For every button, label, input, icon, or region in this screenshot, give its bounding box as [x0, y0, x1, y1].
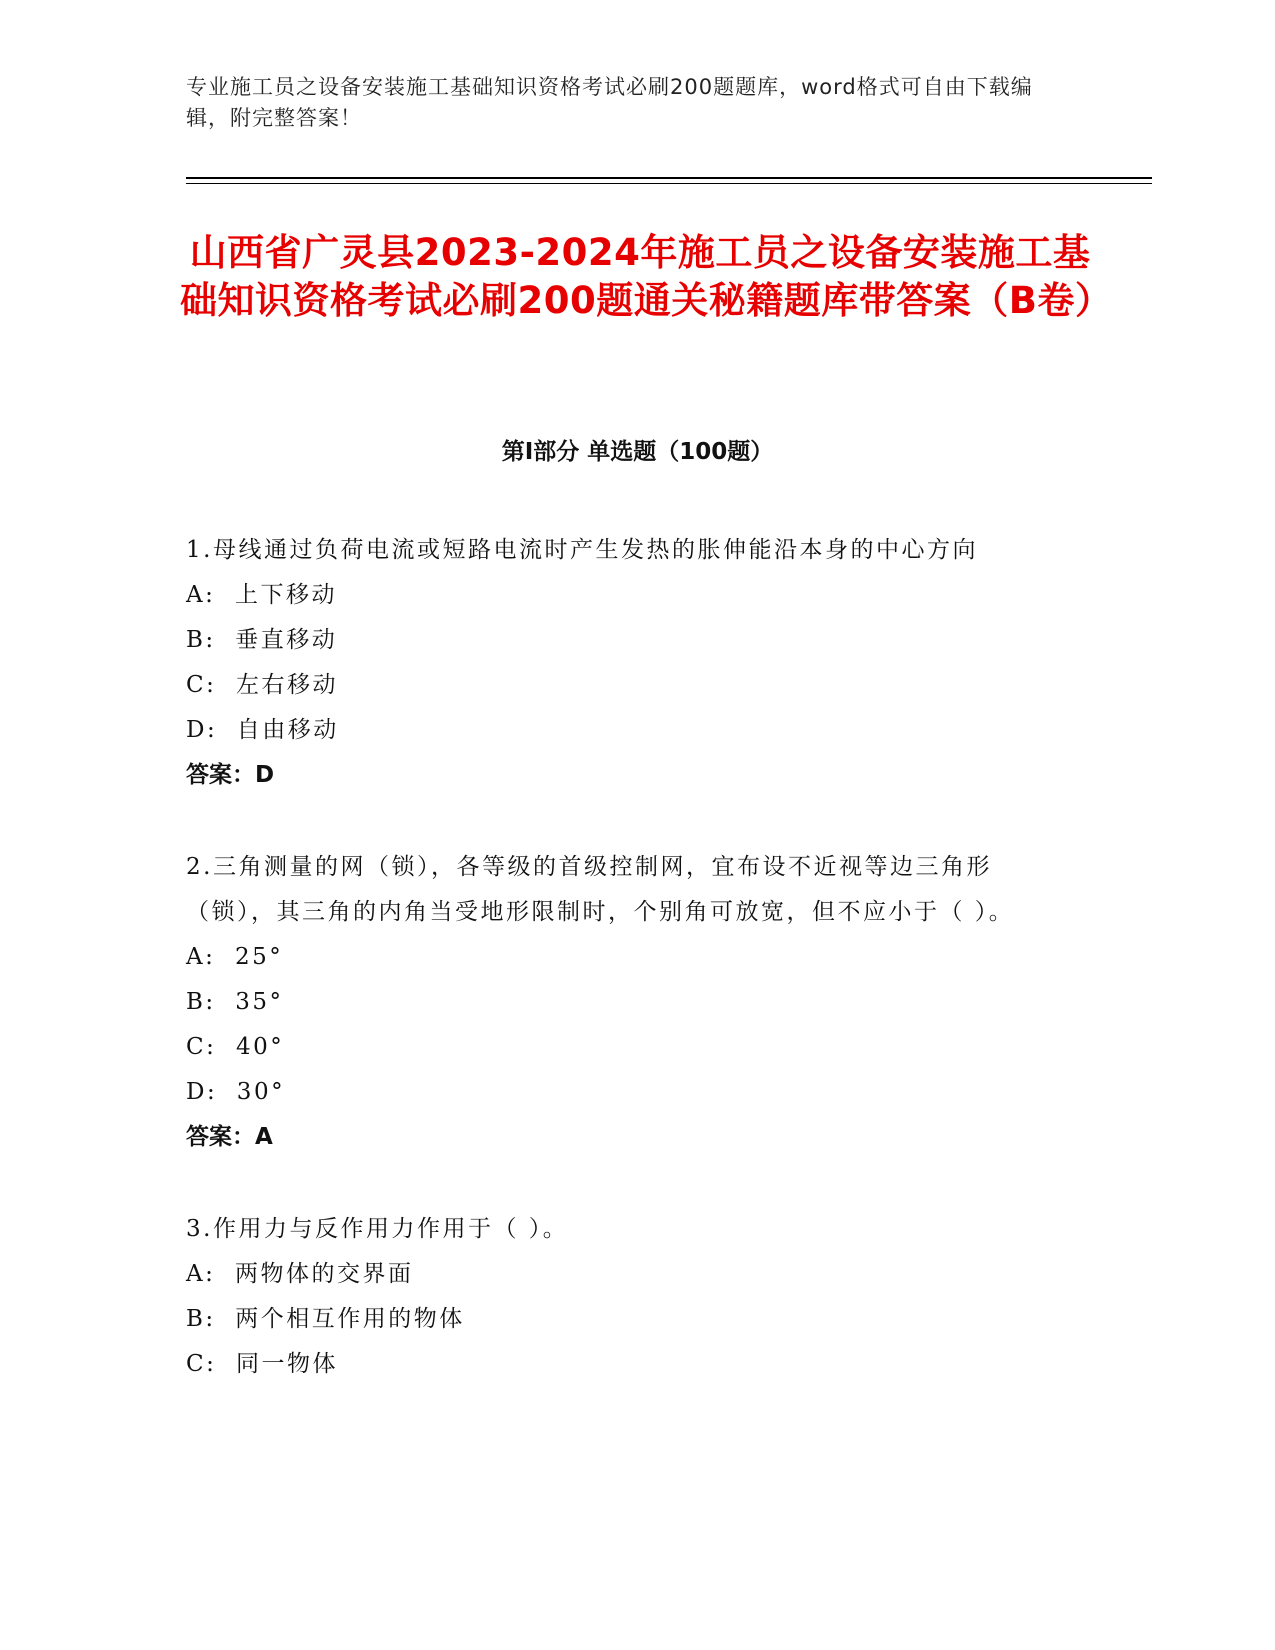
- option-d: D: 30°: [186, 1079, 286, 1105]
- section-title: 第Ⅰ部分 单选题（100题）: [501, 439, 774, 465]
- answer-line: 答案：D: [186, 762, 275, 788]
- header-rule-thick: [186, 177, 1152, 179]
- question-1: [186, 528, 1066, 798]
- option-a: A: 上下移动: [186, 582, 337, 608]
- option-d: D: 自由移动: [186, 717, 339, 743]
- document-title: 山西省广灵县2023-2024年施工员之设备安装施工基础知识资格考试必刷200题通关秘籍题库带答案（B卷）: [180, 231, 1113, 322]
- option-c: C: 40°: [186, 1034, 285, 1060]
- option-b: B: 35°: [186, 989, 284, 1015]
- header-note: 专业施工员之设备安装施工基础知识资格考试必刷200题题库，word格式可自由下载编辑，附完整答案！: [186, 75, 1033, 130]
- question-list: [186, 528, 1066, 1434]
- header-rule-thin: [186, 183, 1152, 184]
- question-2: [186, 845, 1066, 1160]
- question-stem: 2.三角测量的网（锁），各等级的首级控制网，宜布设不近视等边三角形（锁），其三角的内角当受地形限制时，个别角可放宽，但不应小于（ ）。: [186, 854, 1015, 925]
- option-b: B: 两个相互作用的物体: [186, 1306, 465, 1332]
- option-c: C: 同一物体: [186, 1351, 338, 1377]
- option-b: B: 垂直移动: [186, 627, 338, 653]
- question-stem: 3.作用力与反作用力作用于（ ）。: [186, 1216, 569, 1242]
- option-a: A: 两物体的交界面: [186, 1261, 414, 1287]
- question-stem: 1.母线通过负荷电流或短路电流时产生发热的胀伸能沿本身的中心方向: [186, 537, 978, 563]
- answer-line: 答案：A: [186, 1124, 273, 1150]
- question-3: [186, 1207, 1066, 1387]
- option-c: C: 左右移动: [186, 672, 338, 698]
- option-a: A: 25°: [186, 944, 284, 970]
